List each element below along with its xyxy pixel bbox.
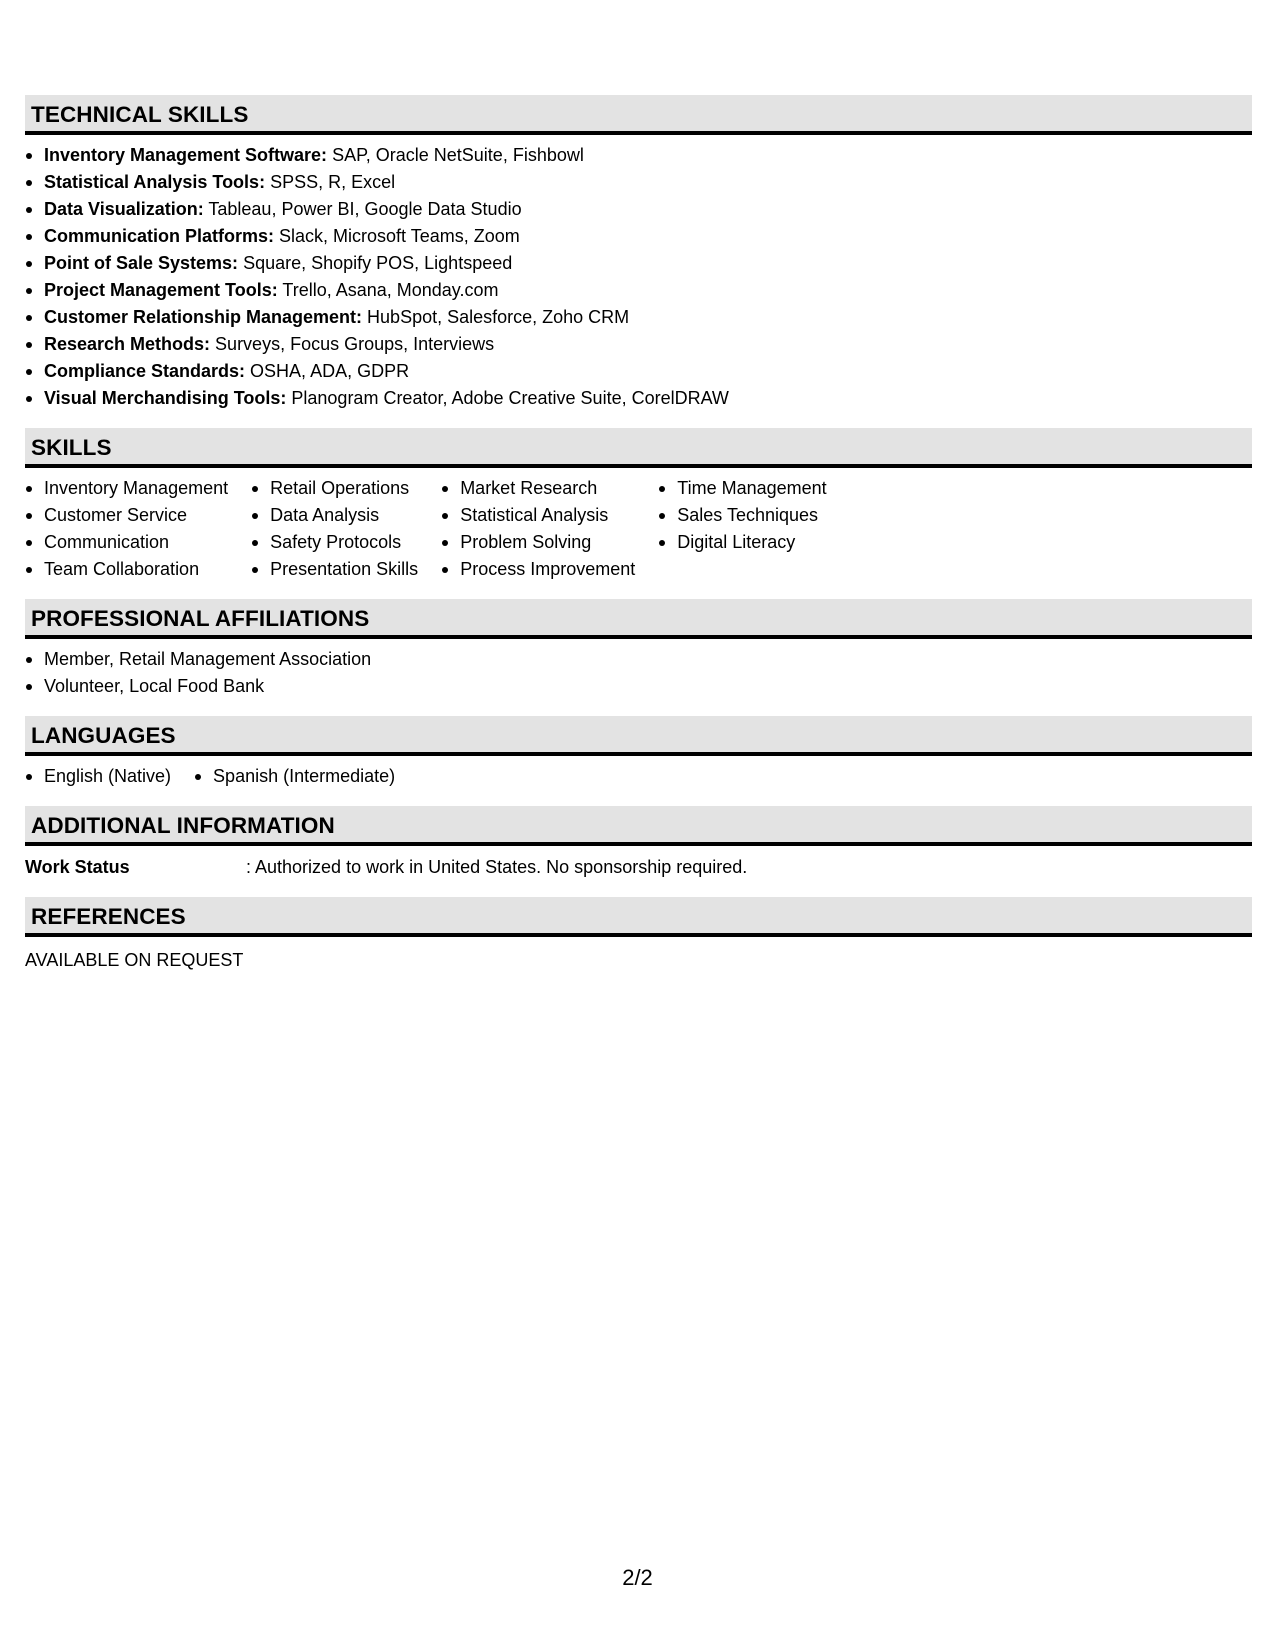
list-item: Communication <box>25 529 228 556</box>
skill-category: Point of Sale Systems: <box>44 253 239 273</box>
skills-column <box>441 475 635 583</box>
section-title: SKILLS <box>25 428 1252 468</box>
skill-category: Project Management Tools: <box>44 280 278 300</box>
list-item: Spanish (Intermediate) <box>194 763 395 790</box>
skill-tools: Tableau, Power BI, Google Data Studio <box>203 199 522 219</box>
resume-page <box>25 95 1252 990</box>
skill-category: Data Visualization: <box>44 199 204 219</box>
list-item: Volunteer, Local Food Bank <box>25 673 1252 700</box>
list-item: Sales Techniques <box>658 502 826 529</box>
list-item: Customer Service <box>25 502 228 529</box>
list-item <box>25 277 1252 304</box>
list-item <box>25 142 1252 169</box>
references-text: AVAILABLE ON REQUEST <box>25 950 244 970</box>
list-item: Inventory Management <box>25 475 228 502</box>
skill-tools: SPSS, R, Excel <box>265 172 396 192</box>
technical-skills-list <box>25 142 1252 412</box>
work-status-row <box>25 853 1252 881</box>
technical-skills-section <box>25 95 1252 412</box>
skill-tools: SAP, Oracle NetSuite, Fishbowl <box>327 145 584 165</box>
affiliations-list <box>25 646 1252 700</box>
skill-tools: Slack, Microsoft Teams, Zoom <box>274 226 520 246</box>
list-item <box>25 223 1252 250</box>
section-title: PROFESSIONAL AFFILIATIONS <box>25 599 1252 639</box>
additional-info-section <box>25 806 1252 881</box>
skill-tools: Surveys, Focus Groups, Interviews <box>210 334 495 354</box>
section-title: TECHNICAL SKILLS <box>25 95 1252 135</box>
skills-column <box>251 475 418 583</box>
list-item: Safety Protocols <box>251 529 418 556</box>
skill-tools: Square, Shopify POS, Lightspeed <box>238 253 513 273</box>
list-item: Process Improvement <box>441 556 635 583</box>
section-title: LANGUAGES <box>25 716 1252 756</box>
list-item: Statistical Analysis <box>441 502 635 529</box>
skills-section <box>25 428 1252 583</box>
list-item: Retail Operations <box>251 475 418 502</box>
languages-section <box>25 716 1252 790</box>
list-item: Member, Retail Management Association <box>25 646 1252 673</box>
list-item <box>25 250 1252 277</box>
skill-tools: Trello, Asana, Monday.com <box>277 280 499 300</box>
skill-category: Compliance Standards: <box>44 361 246 381</box>
section-title: ADDITIONAL INFORMATION <box>25 806 1252 846</box>
list-item: Presentation Skills <box>251 556 418 583</box>
skills-column <box>658 475 826 583</box>
skills-column <box>25 475 228 583</box>
references-section <box>25 897 1252 974</box>
list-item: English (Native) <box>25 763 171 790</box>
skills-grid <box>25 468 1252 583</box>
skill-category: Research Methods: <box>44 334 211 354</box>
section-title: REFERENCES <box>25 897 1252 937</box>
skill-tools: OSHA, ADA, GDPR <box>245 361 410 381</box>
list-item: Digital Literacy <box>658 529 826 556</box>
skill-category: Statistical Analysis Tools: <box>44 172 266 192</box>
list-item: Data Analysis <box>251 502 418 529</box>
list-item: Team Collaboration <box>25 556 228 583</box>
list-item <box>25 385 1252 412</box>
skill-tools: Planogram Creator, Adobe Creative Suite, CorelDRAW <box>286 388 729 408</box>
list-item: Time Management <box>658 475 826 502</box>
list-item <box>25 196 1252 223</box>
page-number: 2/2 <box>622 1565 653 1590</box>
skill-category: Customer Relationship Management: <box>44 307 363 327</box>
skill-category: Communication Platforms: <box>44 226 275 246</box>
work-status-value: : Authorized to work in United States. No sponsorship required. <box>246 857 748 877</box>
skill-category: Visual Merchandising Tools: <box>44 388 287 408</box>
languages-list <box>25 763 1252 790</box>
skill-tools: HubSpot, Salesforce, Zoho CRM <box>362 307 630 327</box>
list-item: Problem Solving <box>441 529 635 556</box>
skill-category: Inventory Management Software: <box>44 145 328 165</box>
list-item: Market Research <box>441 475 635 502</box>
work-status-label: Work Status <box>25 857 130 877</box>
list-item <box>25 331 1252 358</box>
list-item <box>25 169 1252 196</box>
affiliations-section <box>25 599 1252 700</box>
list-item <box>25 304 1252 331</box>
list-item <box>25 358 1252 385</box>
